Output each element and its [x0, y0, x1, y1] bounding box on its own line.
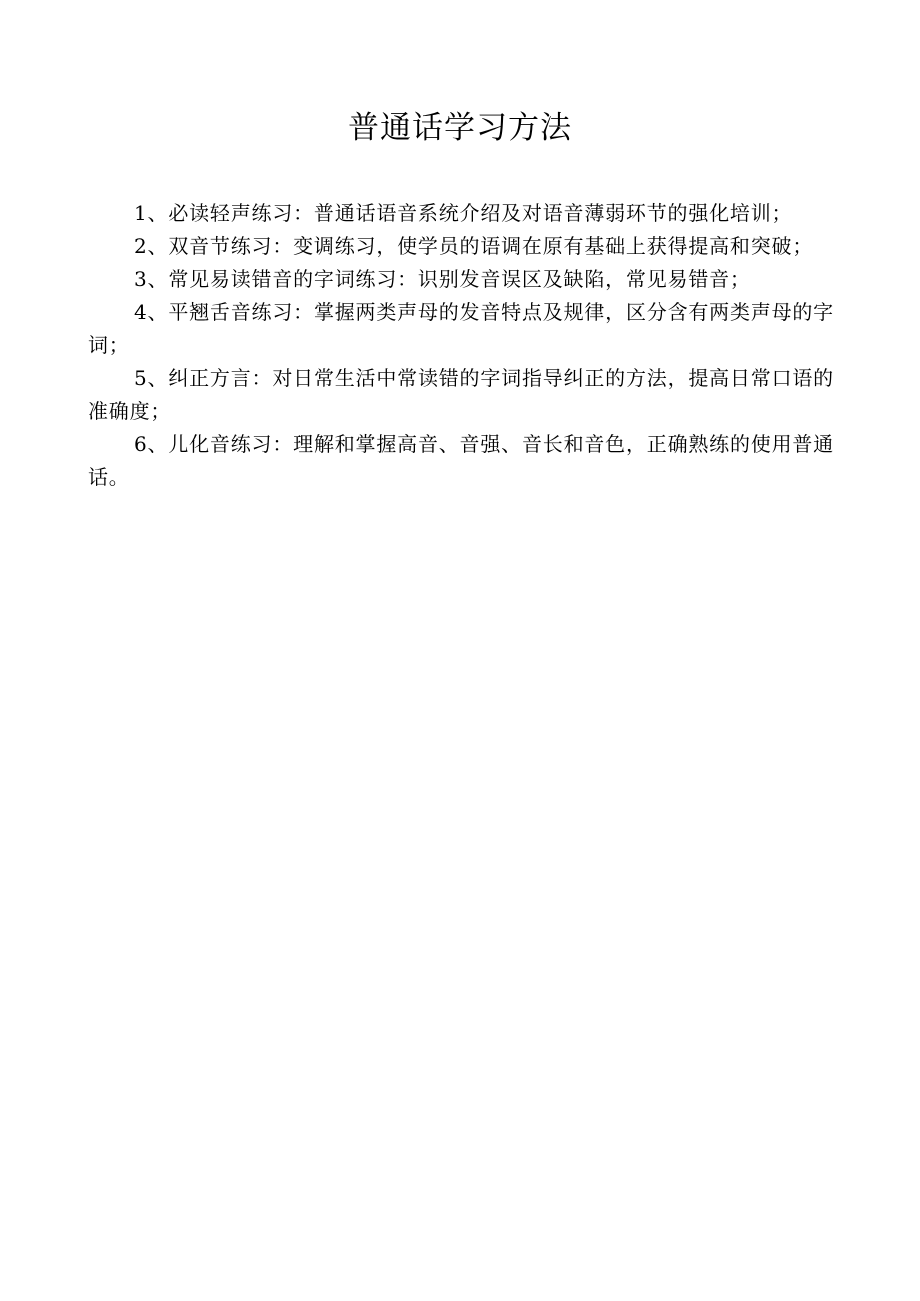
- document-body: [88, 197, 834, 494]
- paragraph-2: 2、双音节练习：变调练习，使学员的语调在原有基础上获得提高和突破；: [134, 234, 814, 258]
- paragraph-3: 3、常见易读错音的字词练习：识别发音误区及缺陷，常见易错音；: [134, 267, 751, 291]
- page-title: 普通话学习方法: [348, 110, 572, 146]
- paragraph-4: 4、平翘舌音练习：掌握两类声母的发音特点及规律，区分含有两类声母的字词；: [88, 300, 834, 357]
- paragraph-6: 6、儿化音练习：理解和掌握高音、音强、音长和音色，正确熟练的使用普通话。: [88, 432, 834, 489]
- paragraph-1: 1、必读轻声练习：普通话语音系统介绍及对语音薄弱环节的强化培训；: [134, 201, 793, 225]
- paragraph-5: 5、纠正方言：对日常生活中常读错的字词指导纠正的方法，提高日常口语的准确度；: [88, 366, 834, 423]
